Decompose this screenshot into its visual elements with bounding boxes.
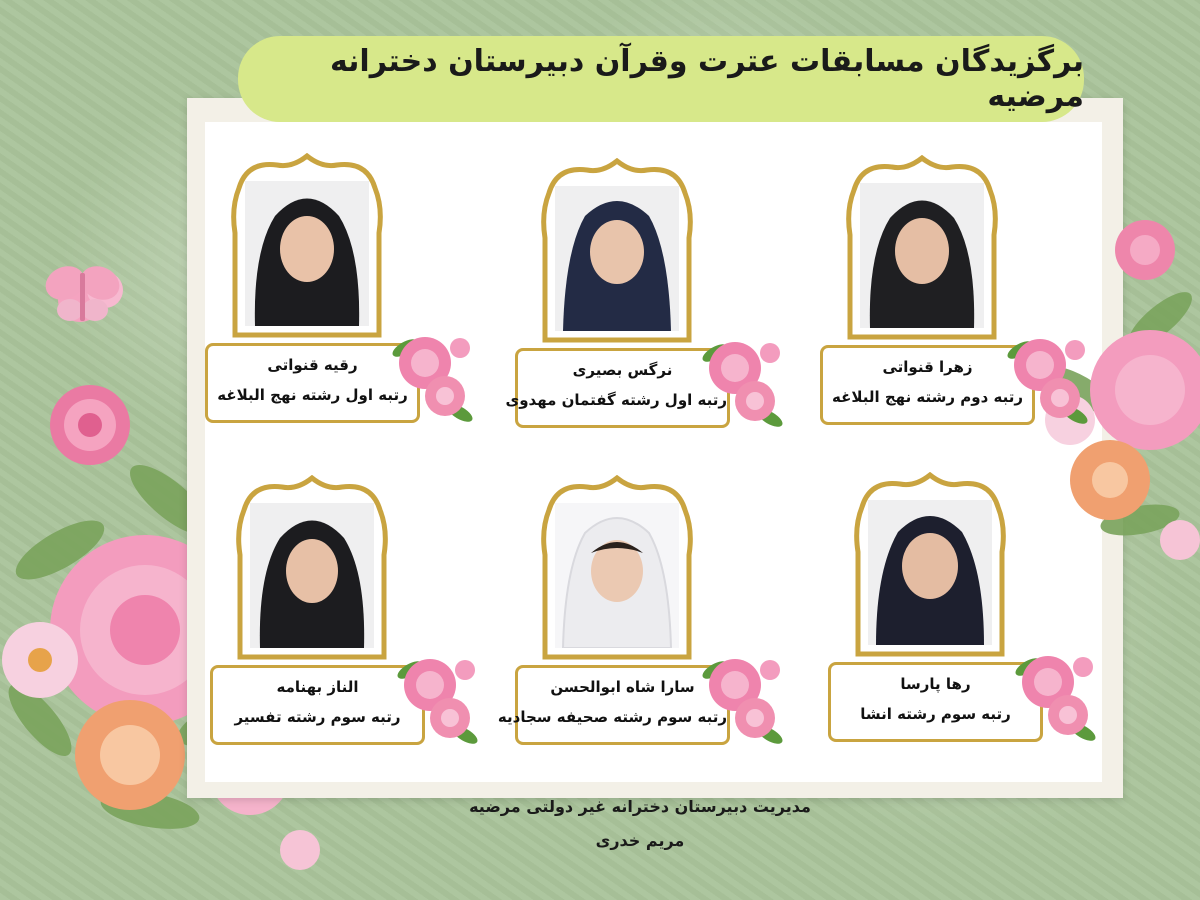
student-photo [245,181,369,326]
student-rank: رتبه دوم رشته نهج البلاغه [832,388,1023,406]
rose-corner-decoration [385,318,480,428]
rose-corner-decoration [1008,637,1103,747]
student-rank: رتبه سوم رشته انشا [860,705,1011,723]
student-photo [250,503,374,648]
rose-corner-decoration [1000,320,1095,430]
student-rank: رتبه اول رشته نهج البلاغه [217,386,408,404]
student-name: رقیه قنواتی [267,356,358,374]
winner-card [210,475,480,765]
student-name: نرگس بصیری [572,361,673,379]
winner-card [828,472,1098,762]
student-rank: رتبه اول رشته گفتمان مهدوی [505,391,727,409]
page-title: برگزیدگان مسابقات عترت وقرآن دبیرستان دخترانه مرضیه [329,44,1084,114]
student-name: زهرا قنواتی [882,358,973,376]
student-name: رها پارسا [900,675,971,693]
student-photo [860,183,984,328]
rose-corner-decoration [695,640,790,750]
rose-corner-decoration [390,640,485,750]
student-photo [868,500,992,645]
student-rank: رتبه سوم رشته تفسیر [234,708,401,726]
winner-card [820,155,1090,445]
student-photo [555,186,679,331]
winner-card [497,475,785,765]
winner-card [505,158,785,448]
butterfly-icon [40,255,125,335]
student-name: الناز بهنامه [276,678,359,696]
student-photo [555,503,679,648]
management-line: مدیریت دبیرستان دخترانه غیر دولتی مرضیه [469,797,811,816]
manager-name: مریم خدری [595,831,685,850]
student-name: سارا شاه ابوالحسن [550,678,695,696]
winner-card [205,153,475,443]
footer-signature [430,790,850,858]
student-rank: رتبه سوم رشته صحیفه سجادیه [497,708,727,726]
rose-corner-decoration [695,323,790,433]
title-banner [238,36,1084,122]
